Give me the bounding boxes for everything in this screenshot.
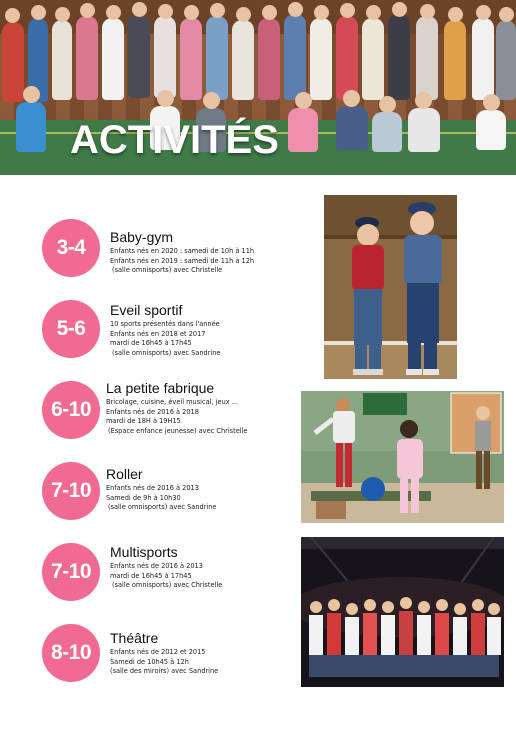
page-title: ACTIVITÉS: [70, 118, 279, 162]
kid-figure: [128, 14, 150, 98]
photo-illustration: [324, 195, 457, 379]
kid-head: [23, 86, 40, 103]
age-badge: 5-6: [42, 300, 100, 358]
activity-detail: Enfants nés en 2020 : samedi de 10h à 11h: [110, 247, 255, 255]
activity-detail: Enfants nés de 2016 à 2018: [106, 407, 199, 416]
kid-head: [314, 5, 329, 20]
age-badge: 7-10: [42, 462, 100, 520]
activity-detail: mardi de 18H à 19H15: [106, 417, 181, 425]
kid-figure: [472, 18, 494, 100]
activity-detail: (salle omnisports) avec Christelle: [112, 266, 223, 274]
kid-head: [476, 5, 491, 20]
kid-head: [157, 90, 174, 107]
kid-figure: [258, 18, 280, 100]
photo-baby-gym: [324, 195, 457, 379]
kid-figure: [284, 14, 306, 100]
activity-title: Multisports: [110, 544, 178, 560]
kid-head: [132, 2, 147, 17]
kid-figure: [16, 102, 46, 152]
kid-figure: [408, 108, 440, 152]
kid-head: [448, 7, 463, 22]
kid-head: [184, 5, 199, 20]
kid-figure: [180, 18, 202, 100]
kid-head: [343, 90, 360, 107]
kid-head: [295, 92, 312, 109]
activity-detail: Enfants nés en 2018 et 2017: [110, 329, 206, 338]
kid-figure: [444, 20, 466, 100]
kid-figure: [388, 14, 410, 100]
kid-head: [203, 92, 220, 109]
kid-head: [262, 5, 277, 20]
kid-head: [106, 5, 121, 20]
activity-detail: Samedi de 9h à 10h30: [106, 493, 181, 502]
photo-petite-fabrique: [301, 391, 504, 523]
kid-head: [236, 7, 251, 22]
kid-head: [55, 7, 70, 22]
kid-figure: [372, 112, 402, 152]
activity-eveil-sportif: [0, 298, 300, 368]
kid-figure: [496, 20, 516, 100]
kid-figure: [476, 110, 506, 150]
activity-detail: Enfants nés en 2019 : samedi de 11h à 12h: [110, 256, 255, 265]
age-badge: 7-10: [42, 543, 100, 601]
kid-figure: [76, 16, 98, 100]
age-badge: 8-10: [42, 624, 100, 682]
activity-detail: (salle omnisports) avec Christelle: [112, 581, 223, 589]
age-badge: 3-4: [42, 219, 100, 277]
activity-theatre: [0, 624, 300, 694]
activity-roller: [0, 460, 300, 530]
kid-figure: [416, 16, 438, 100]
activity-detail: (salle omnisports) avec Sandrine: [108, 503, 217, 511]
kid-head: [210, 3, 225, 18]
activity-baby-gym: [0, 219, 300, 289]
kid-head: [288, 2, 303, 17]
activity-detail: (Espace enfance jeunesse) avec Christelle: [108, 426, 248, 435]
kid-figure: [52, 20, 72, 100]
kid-figure: [232, 20, 254, 100]
activity-title: La petite fabrique: [106, 380, 215, 396]
kid-figure: [154, 16, 176, 98]
activity-detail: mardi de 16h45 à 17h45: [110, 571, 192, 580]
hero-photo: [0, 0, 516, 175]
activity-title: Baby-gym: [110, 229, 174, 245]
kid-head: [420, 4, 435, 19]
kid-figure: [310, 18, 332, 100]
photo-illustration: [301, 537, 504, 687]
kid-head: [366, 5, 381, 20]
kid-figure: [336, 106, 368, 150]
activity-title: Roller: [106, 466, 143, 482]
activity-multisports: [0, 540, 300, 610]
kid-head: [31, 5, 46, 20]
activity-title: Eveil sportif: [110, 302, 183, 318]
activity-title: Théâtre: [110, 630, 159, 646]
kid-head: [415, 92, 432, 109]
kid-head: [5, 8, 20, 23]
kid-head: [158, 4, 173, 19]
kid-head: [392, 2, 407, 17]
activity-detail: (salle omnisports) avec Sandrine: [112, 348, 221, 357]
activity-detail: Samedi de 10h45 à 12h: [110, 657, 189, 666]
kid-figure: [362, 18, 384, 100]
activity-detail: Enfants nés de 2016 à 2013: [110, 562, 203, 570]
activity-petite-fabrique: [0, 378, 300, 448]
activity-detail: Enfants nés de 2012 et 2015: [110, 648, 206, 656]
kid-head: [379, 96, 396, 113]
kid-head: [483, 94, 500, 111]
activity-detail: Enfants nés de 2016 à 2013: [106, 484, 199, 492]
kid-figure: [2, 22, 24, 102]
kid-head: [340, 3, 355, 18]
kid-head: [80, 3, 95, 18]
kid-figure: [336, 16, 358, 100]
photo-theatre: [301, 537, 504, 687]
kid-figure: [206, 16, 228, 100]
activity-detail: 10 sports présentés dans l'année: [110, 320, 220, 328]
kid-figure: [288, 108, 318, 152]
kid-figure: [102, 18, 124, 100]
activity-detail: mardi de 16h45 à 17h45: [110, 339, 192, 347]
kid-head: [499, 7, 514, 22]
age-badge: 6-10: [42, 381, 100, 439]
activity-detail: Bricolage, cuisine, éveil musical, jeux ...: [106, 398, 239, 406]
photo-illustration: [301, 391, 504, 523]
activity-detail: (salle des miroirs) avec Sandrine: [110, 667, 219, 675]
